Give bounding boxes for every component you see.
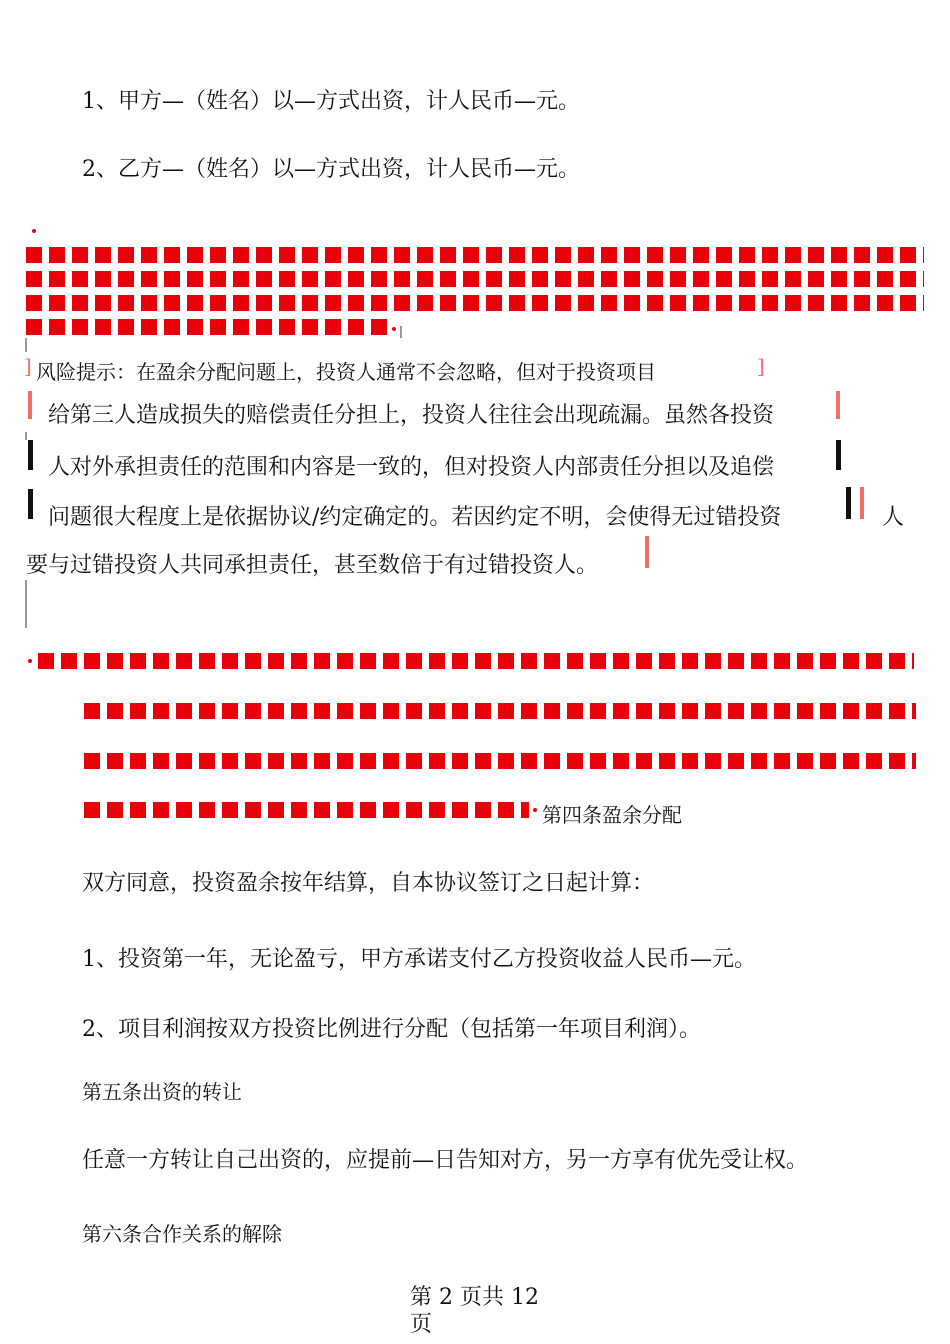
- redaction-dot: [533, 808, 537, 812]
- marker-bar: [25, 432, 27, 440]
- marker-bar: [28, 391, 32, 419]
- marker-bar: [645, 536, 649, 568]
- marker-bar: [400, 326, 402, 338]
- close-bracket-mark: ]: [757, 354, 765, 378]
- risk-note-line-1: 风险提示：在盈余分配问题上，投资人通常不会忽略，但对于投资项目: [36, 360, 656, 384]
- marker-bar: [28, 440, 33, 470]
- article-4-item-1: 1、投资第一年，无论盈亏，甲方承诺支付乙方投资收益人民币—元。: [82, 947, 756, 972]
- marker-bar: [836, 391, 840, 419]
- article-6-heading: 第六条合作关系的解除: [82, 1222, 282, 1246]
- risk-note-line-4-tail: 人: [882, 505, 905, 530]
- article-4-heading: 第四条盈余分配: [542, 803, 682, 827]
- article-4-item-2: 2、项目利润按双方投资比例进行分配（包括第一年项目利润）。: [82, 1017, 701, 1042]
- open-bracket-mark: ]: [24, 354, 32, 378]
- redaction-row: [38, 653, 914, 669]
- marker-bar: [846, 487, 851, 519]
- redaction-row: [26, 319, 389, 335]
- redaction-row: [26, 271, 924, 287]
- marker-bar: [860, 487, 864, 519]
- risk-note-line-3: 人对外承担责任的范围和内容是一致的，但对投资人内部责任分担以及追偿: [48, 455, 775, 480]
- article-5-heading: 第五条出资的转让: [82, 1080, 242, 1104]
- redaction-row: [84, 802, 529, 818]
- redaction-row: [84, 753, 916, 769]
- redaction-dot: [392, 327, 396, 331]
- clause-item-2: 2、乙方—（姓名）以—方式出资，计人民币—元。: [82, 157, 580, 182]
- redaction-dot: [32, 229, 36, 233]
- page-number-line-1: 第 2 页共 12: [410, 1285, 539, 1310]
- page-number-line-2: 页: [410, 1312, 433, 1337]
- redaction-row: [26, 247, 924, 263]
- marker-bar: [836, 440, 841, 470]
- redaction-row: [26, 295, 924, 311]
- risk-note-line-2: 给第三人造成损失的赔偿责任分担上，投资人往往会出现疏漏。虽然各投资: [48, 403, 775, 428]
- clause-item-1: 1、甲方—（姓名）以—方式出资，计人民币—元。: [82, 89, 580, 114]
- risk-note-line-4: 问题很大程度上是依据协议/约定确定的。若因约定不明，会使得无过错投资: [48, 505, 782, 530]
- marker-bar: [25, 338, 27, 352]
- article-4-intro: 双方同意，投资盈余按年结算，自本协议签订之日起计算：: [82, 871, 655, 896]
- redaction-dot: [28, 659, 32, 663]
- risk-note-line-5: 要与过错投资人共同承担责任，甚至数倍于有过错投资人。: [26, 553, 599, 578]
- marker-bar: [25, 580, 27, 628]
- article-5-body: 任意一方转让自己出资的，应提前—日告知对方，另一方享有优先受让权。: [82, 1148, 809, 1173]
- redaction-row: [84, 703, 916, 719]
- marker-bar: [28, 489, 33, 519]
